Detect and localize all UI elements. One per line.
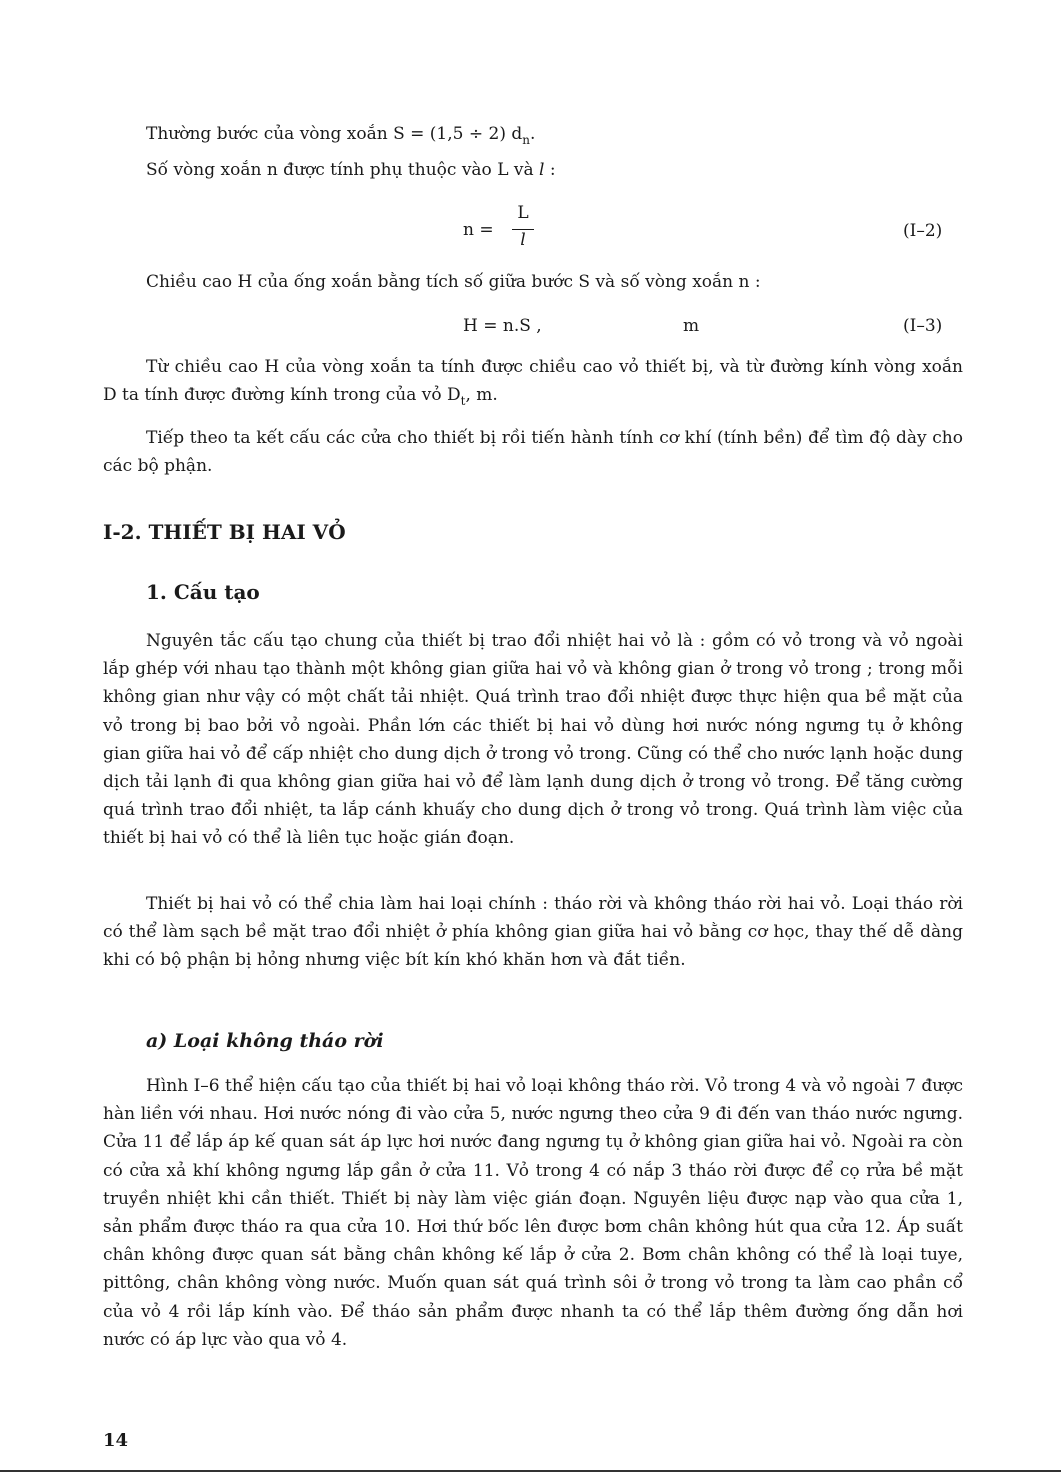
paragraph-principle: Nguyên tắc cấu tạo chung của thiết bị trao đổi nhiệt hai vỏ là : gồm có vỏ trong và vỏ ngoài lắp ghép với nhau tạo thành một không gian giữa hai vỏ và không gian ở trong vỏ trong ; trong mỗi không gian như vậy có một chất tải nhiệt. Quá trình trao đổi nhiệt được thực hiện qua bề mặt của vỏ trong bị bao bởi vỏ ngoài. Phần lớn các thiết bị hai vỏ dùng hơi nước nóng ngưng tụ ở không gian giữa hai vỏ để cấp nhiệt cho dung dịch ở trong vỏ trong. Cũng có thể cho nước lạnh hoặc dung dịch tải lạnh đi qua không gian giữa hai vỏ để làm lạnh dung dịch ở trong vỏ trong. Để tăng cường quá trình trao đổi nhiệt, ta lắp cánh khuấy cho dung dịch ở trong vỏ trong. Quá trình làm việc của thiết bị hai vỏ có thể là liên tục hoặc gián đoạn. [103,631,963,849]
eq2-unit: m [683,316,700,336]
paragraph-next-steps: Tiếp theo ta kết cấu các cửa cho thiết bị rồi tiến hành tính cơ khí (tính bền) để tìm độ dày cho các bộ phận. [103,428,963,477]
turns-intro-end: : [544,160,556,180]
turns-intro-line [146,160,556,180]
step-formula-end: . [529,124,536,144]
paragraph-height-end: , m. [465,385,498,406]
subsection-title: 1. Cấu tạo [146,580,260,604]
step-formula-text: Thường bước của vòng xoắn S = (1,5 ÷ 2) d [146,124,523,144]
paragraph-height-text: Từ chiều cao H của vòng xoắn ta tính được chiều cao vỏ thiết bị, và từ đường kính vòng xoắn D ta tính được đường kính trong của vỏ D [103,357,963,406]
turns-intro-text: Số vòng xoắn n được tính phụ thuộc vào L và [146,160,540,180]
eq1-denominator: l [520,230,526,250]
section-title: I-2. THIẾT BỊ HAI VỎ [103,520,346,544]
eq2-label: (I–3) [903,316,943,336]
eq1-lhs: n = [463,220,494,240]
page-bottom-rule [0,1470,1061,1472]
height-intro-line: Chiều cao H của ống xoắn bằng tích số giữa bước S và số vòng xoắn n : [146,272,761,292]
paragraph-height [103,353,963,410]
page-number: 14 [103,1430,129,1451]
eq2-expression: H = n.S , [463,316,542,336]
subsubsection-title: a) Loại không tháo rời [146,1030,384,1052]
eq1-numerator: L [517,203,529,223]
paragraph-figure-description: Hình I–6 thể hiện cấu tạo của thiết bị hai vỏ loại không tháo rời. Vỏ trong 4 và vỏ ngoài 7 được hàn liền với nhau. Hơi nước nóng đi vào cửa 5, nước ngưng theo cửa 9 đi đến van tháo nước ngưng. Cửa 11 để lắp áp kế quan sát áp lực hơi nước đang ngưng tụ ở không gian giữa hai vỏ. Ngoài ra còn có cửa xả khí không ngưng lắp gần ở cửa 11. Vỏ trong 4 có nắp 3 tháo rời được để cọ rửa bề mặt truyền nhiệt khi cần thiết. Thiết bị này làm việc gián đoạn. Nguyên liệu được nạp vào qua cửa 1, sản phẩm được tháo ra qua cửa 10. Hơi thứ bốc lên được bơm chân không hút qua cửa 12. Áp suất chân không được quan sát bằng chân không kế lắp ở cửa 2. Bơm chân không có thể là loại tuye, pittông, chân không vòng nước. Muốn quan sát quá trình sôi ở trong vỏ trong ta làm cao phần cổ của vỏ 4 rồi lắp kính vào. Để tháo sản phẩm được nhanh ta có thể lắp thêm đường ống dẫn hơi nước có áp lực vào qua vỏ 4. [103,1076,963,1350]
paragraph-height-subscript: t [460,394,466,409]
turns-intro-variable: l [539,160,545,180]
paragraph-types: Thiết bị hai vỏ có thể chia làm hai loại chính : tháo rời và không tháo rời hai vỏ. Loại tháo rời có thể làm sạch bề mặt trao đổi nhiệt ở phía không gian giữa hai vỏ bằng cơ học, thay thế dễ dàng khi có bộ phận bị hỏng nhưng việc bít kín khó khăn hơn và đắt tiền. [103,894,963,971]
eq1-label: (I–2) [903,221,943,241]
step-formula-line [146,124,536,147]
step-formula-subscript: n [522,133,530,147]
